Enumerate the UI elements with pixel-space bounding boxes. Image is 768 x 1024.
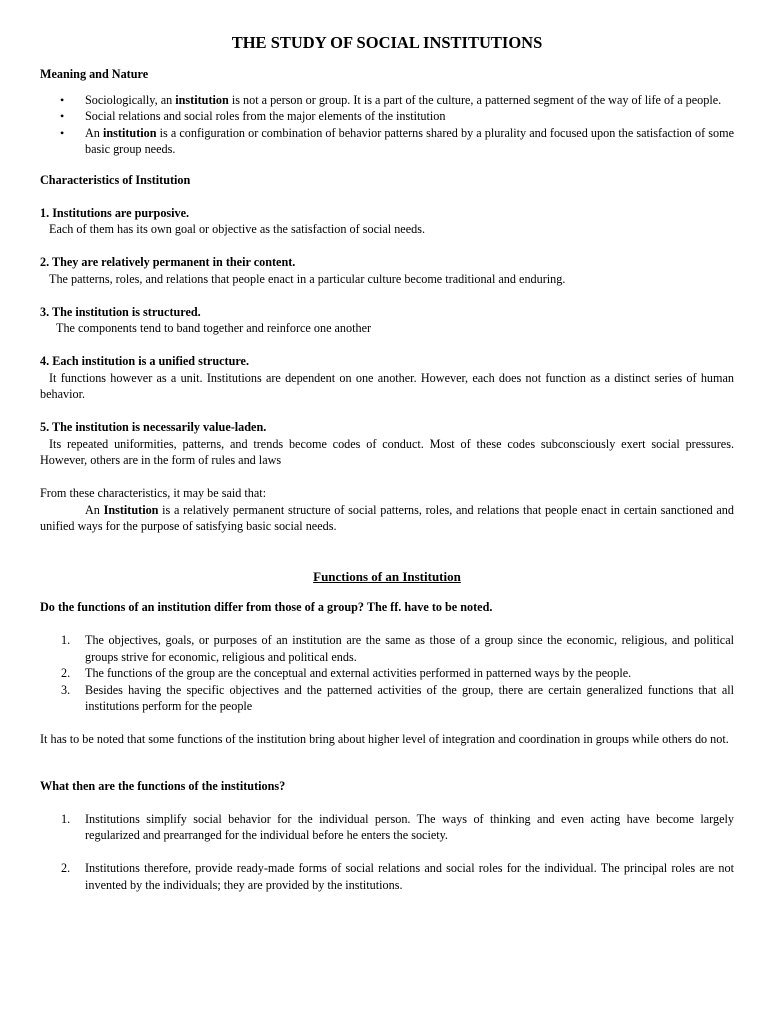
list-number: 2.	[61, 861, 71, 875]
bullet-icon: •	[60, 125, 65, 140]
institution-functions-item-1	[40, 811, 734, 844]
list-number: 3.	[61, 682, 71, 697]
characteristic-title: 3. The institution is structured.	[40, 304, 201, 319]
list-number: 2.	[61, 666, 71, 680]
bullet-text-bold: institution	[175, 92, 229, 107]
bullet-text-post: is not a person or group. It is a part of the culture, a patterned segment of the way of life of a people.	[228, 92, 722, 107]
definition-post: is a relatively permanent structure of social patterns, roles, and relations that people enact in certain sanctioned and unified ways for the purpose of satisfying basic social needs.	[40, 502, 734, 533]
bullet-icon: •	[60, 109, 65, 123]
functions-note: It has to be noted that some functions of the institution bring about higher level of integration and coordination in groups while others do not.	[40, 732, 729, 746]
characteristic-description: Each of them has its own goal or objective as the satisfaction of social needs.	[49, 222, 426, 236]
institution-functions-item-2	[40, 860, 734, 893]
bullet-text-pre: Sociologically, an	[85, 92, 176, 107]
characteristics-heading: Characteristics of Institution	[40, 172, 191, 187]
list-number: 1.	[61, 633, 71, 647]
characteristic-title: 5. The institution is necessarily value-laden.	[40, 420, 267, 434]
definition-bold: Institution	[103, 502, 159, 517]
document-title: THE STUDY OF SOCIAL INSTITUTIONS	[231, 33, 543, 52]
characteristic-item-5	[40, 419, 734, 469]
institution-functions-list	[40, 811, 734, 894]
meaning-bullet-3	[40, 125, 734, 158]
characteristic-title: 4. Each institution is a unified structure.	[40, 354, 250, 368]
characteristic-item-2	[40, 254, 734, 287]
meaning-bullet-2	[40, 108, 734, 125]
functions-list-item-1	[40, 632, 734, 665]
list-text: Institutions simplify social behavior for the individual person. The ways of thinking and even acting have become largely regularized and prearranged for the individual before he enters the society.	[85, 811, 734, 842]
functions-question-2: What then are the functions of the institutions?	[40, 778, 286, 793]
meaning-bullet-1	[40, 92, 734, 109]
characteristic-title: 2. They are relatively permanent in their content.	[40, 255, 296, 269]
characteristic-description: It functions however as a unit. Institutions are dependent on one another. However, each does not function as a distinct series of human behavior.	[40, 370, 734, 401]
list-text: The functions of the group are the conceptual and external activities performed in patterned ways by the people.	[85, 666, 632, 680]
list-text: Besides having the specific objectives and the patterned activities of the group, there are certain generalized functions that all institutions perform for the people	[85, 682, 734, 713]
characteristic-description: Its repeated uniformities, patterns, and trends become codes of conduct. Most of these codes subconsciously exert social pressures. However, others are in the form of rules and laws	[40, 436, 734, 467]
characteristic-description: The components tend to band together and reinforce one another	[56, 321, 372, 335]
meaning-bullet-list	[40, 92, 734, 158]
meaning-heading: Meaning and Nature	[40, 67, 149, 81]
functions-list	[40, 632, 734, 715]
functions-list-item-2	[40, 665, 734, 682]
bullet-text-pre: Social relations and social roles from the major elements of the institution	[85, 109, 446, 123]
functions-question: Do the functions of an institution differ from those of a group? The ff. have to be noted.	[40, 600, 493, 614]
characteristic-item-4	[40, 353, 734, 403]
characteristic-item-3	[40, 304, 734, 337]
list-number: 1.	[61, 811, 71, 826]
conclusion-intro: From these characteristics, it may be said that:	[40, 486, 267, 500]
institution-definition	[40, 502, 734, 535]
characteristic-description: The patterns, roles, and relations that people enact in a particular culture become traditional and enduring.	[49, 271, 566, 286]
list-text: Institutions therefore, provide ready-made forms of social relations and social roles for the individual. The principal roles are not invented by the individuals; they are provided by the institutions.	[85, 861, 734, 892]
list-text: The objectives, goals, or purposes of an institution are the same as those of a group since the economic, religious, and political groups strive for economic, religious and political ends.	[85, 633, 734, 664]
functions-heading: Functions of an Institution	[313, 568, 461, 584]
bullet-text-bold: institution	[103, 125, 157, 140]
bullet-text-post: is a configuration or combination of behavior patterns shared by a plurality and focused upon the satisfaction of some basic group needs.	[85, 125, 734, 156]
bullet-text-pre: An	[85, 125, 103, 140]
bullet-icon: •	[60, 92, 65, 107]
document-page	[40, 32, 734, 893]
functions-list-item-3	[40, 682, 734, 715]
definition-pre: An	[85, 502, 104, 517]
characteristic-item-1	[40, 205, 734, 238]
characteristic-title: 1. Institutions are purposive.	[40, 205, 190, 220]
